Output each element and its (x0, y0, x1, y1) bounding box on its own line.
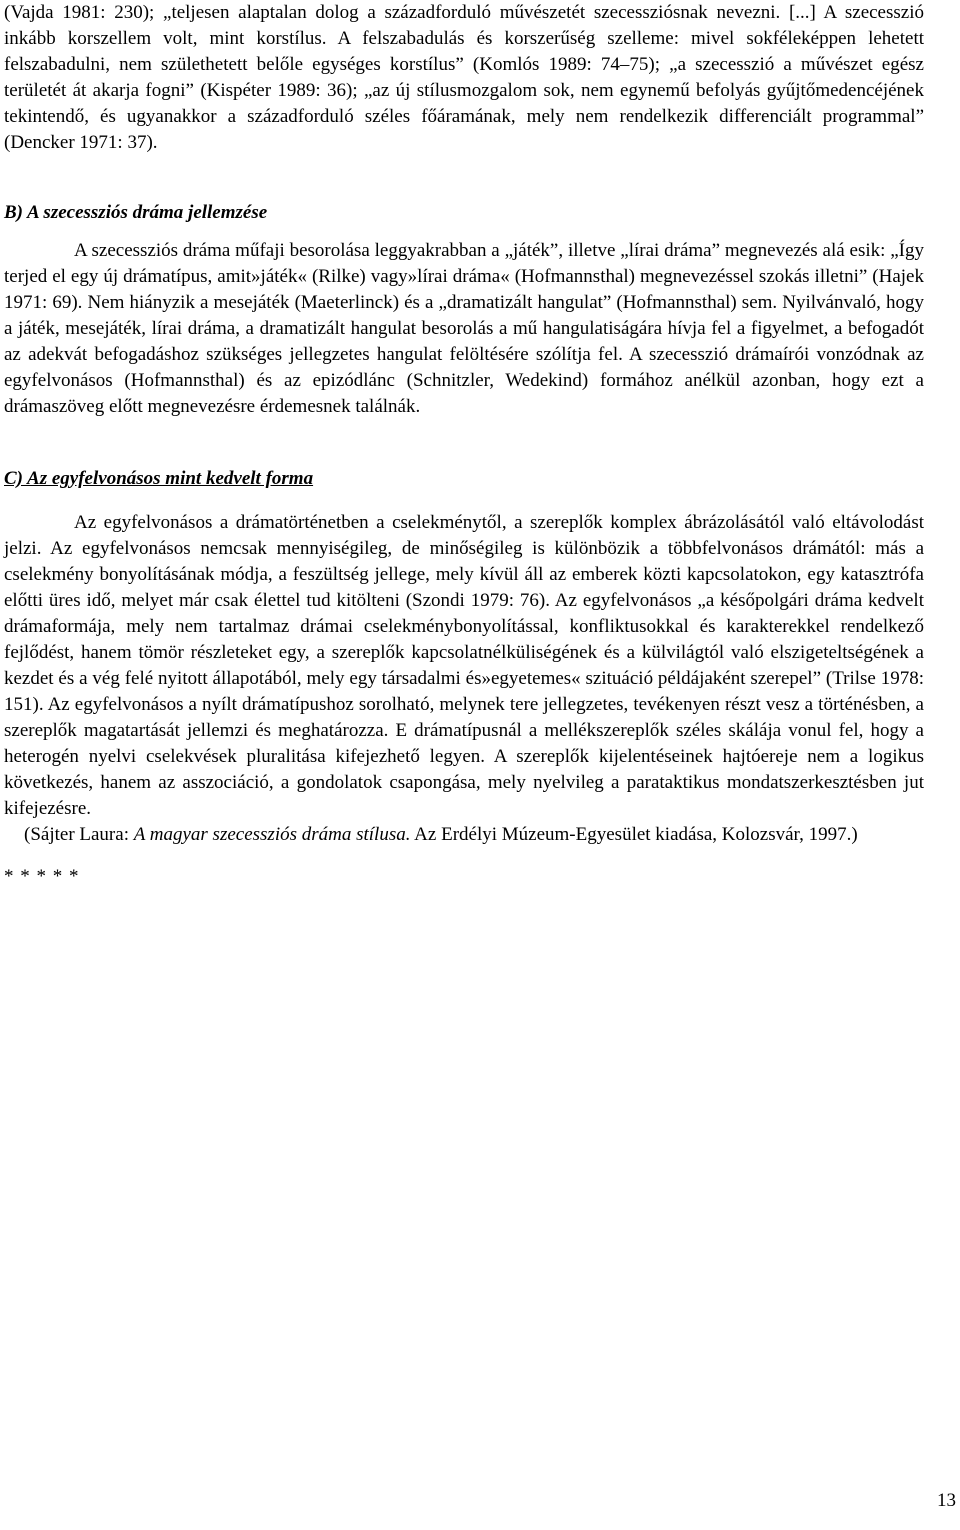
source-suffix: Az Erdélyi Múzeum-Egyesület kiadása, Kolozsvár, 1997.) (410, 824, 858, 845)
section-c-heading: C) Az egyfelvonásos mint kedvelt forma (4, 468, 314, 489)
section-c-paragraph: Az egyfelvonásos a drámatörténetben a cselekménytől, a szereplők komplex ábrázolásától való eltávolodást jelzi. Az egyfelvonásos nemcsak mennyiségileg, de minőségileg is különbözik a többfelvonásos drámától: más a cselekmény bonyolításának módja, a feszültség jellege, mely kívül áll az emberek közti kapcsolatokon, egy katasztrófa előtti üres idő, melyet már csak élettel tud kitölteni (Szondi 1979: 76). Az egyfelvonásos „a későpolgári dráma kedvelt drámaformája, mely nem tartalmaz drámai cselekménybonyolítással, konfliktusokkal és karakterekkel rendelkező fejlődést, hanem tömör részleteket egy, a szereplők kapcsolatnélküliségének és a külvilágtól való elszigeteltségének a kezdet és a vég felé nyitott állapotából, mely egy társadalmi és»egyetemes« szituáció példájaként szerepel” (Trilse 1978: 151). Az egyfelvonásos a nyílt drámatípushoz sorolható, melynek tere jellegzetes, tevékenyen részt vesz a történésben, a szereplők magatartását jellemzi és meghatározza. E drámatípusnál a mellékszereplők széles skálája vonul fel, hogy a heterogén nyelvi cselekvések pluralitása kifejezhető legyen. A szereplők kijelentéseinek hajtóereje nem a logikus következés, hanem az asszociáció, a gondolatok csapongása, mely nyelvileg a parataktikus mondatszerkesztésben jut kifejezésre. (4, 512, 924, 819)
source-title: A magyar szecessziós dráma stílusa. (133, 824, 411, 845)
source-prefix: (Sájter Laura: (24, 824, 134, 845)
intro-paragraph: (Vajda 1981: 230); „teljesen alaptalan dolog a századforduló művészetét szecessziósnak nevezni. [...] A szecesszió inkább korszellem volt, mint korstílus. A felszabadulás és korszerűség szelleme: mivel sokféleképpen lehetett felszabadulni, nem születhetett belőle egységes korstílus” (Komlós 1989: 74–75); „a szecesszió a művészet egész területét át akarja fogni” (Kispéter 1989: 36); „az új stílusmozgalom sok, nem egynemű befolyás gyűjtőmedencéjének tekintendő, és ugyanakkor a századforduló széles főáramának, mely nem rendelkezik differenciált programmal” (Dencker 1971: 37). (4, 2, 924, 153)
section-b-paragraph: A szecessziós dráma műfaji besorolása leggyakrabban a „játék”, illetve „lírai dráma” megnevezés alá esik: „Így terjed el egy új drámatípus, amit»játék« (Rilke) vagy»lírai dráma« (Hofmannsthal) megnevezéssel szokás illetni” (Hajek 1971: 69). Nem hiányzik a mesejáték (Maeterlinck) és a „dramatizált hangulat” (Hofmannsthal) sem. Nyilvánvaló, hogy a játék, mesejáték, lírai dráma, a dramatizált hangulat besorolás a mű hangulatiságára hívja fel a figyelmet, a befogadót az adekvát befogadáshoz szükséges jellegzetes hangulat felöltésére szólítja fel. A szecesszió drámaírói vonzódnak az egyfelvonásos (Hofmannsthal) és az epizódlánc (Schnitzler, Wedekind) formához anélkül azonban, hogy ezt a drámaszöveg előtt megnevezésre érdemesnek találnák. (4, 240, 924, 417)
page-number: 13 (937, 1490, 956, 1511)
section-b-heading: B) A szecessziós dráma jellemzése (4, 202, 268, 223)
source-citation (4, 822, 924, 848)
section-separator: * * * * * (4, 866, 80, 887)
page-body (4, 0, 924, 890)
